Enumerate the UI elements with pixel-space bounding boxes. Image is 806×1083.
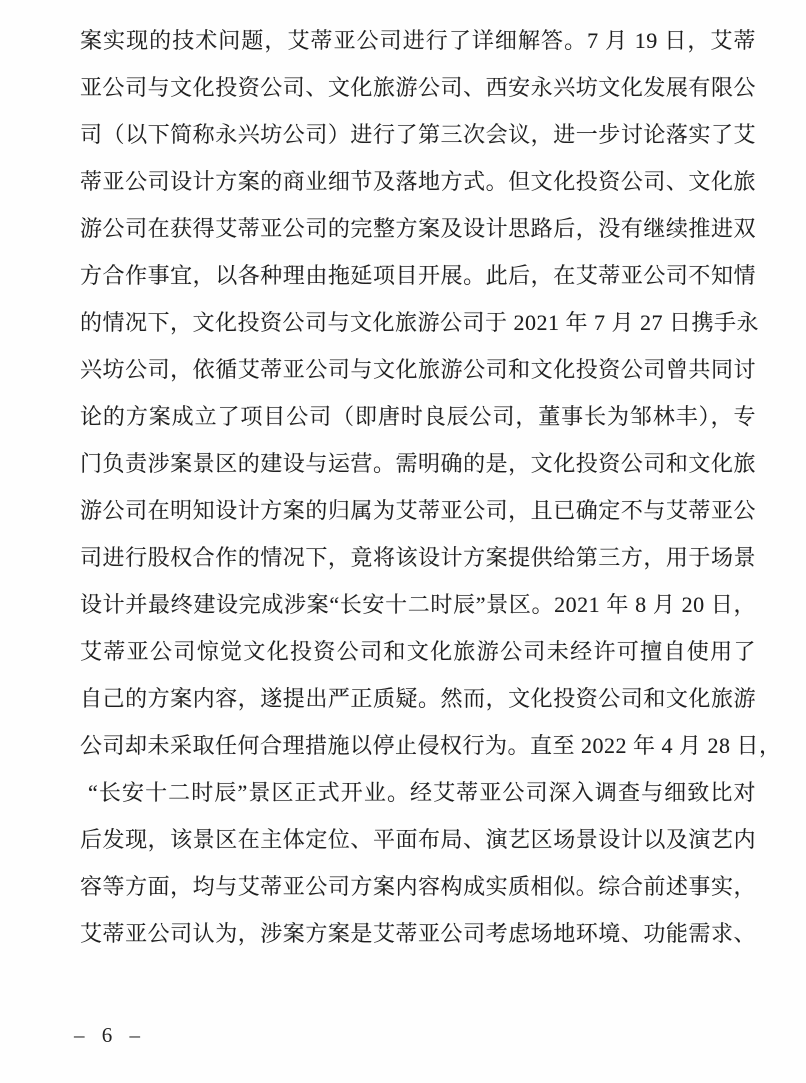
text-line: 蒂亚公司设计方案的商业细节及落地方式。但文化投资公司、文化旅	[80, 169, 756, 194]
text-line: 容等方面，均与艾蒂亚公司方案内容构成实质相似。综合前述事实，	[80, 874, 756, 899]
page-number: – 6 –	[74, 1023, 146, 1047]
text-line: 游公司在明知设计方案的归属为艾蒂亚公司，且已确定不与艾蒂亚公	[80, 498, 756, 523]
text-line: “长安十二时辰”景区正式开业。经艾蒂亚公司深入调查与细致比对	[88, 780, 756, 805]
text-line: 司（以下简称永兴坊公司）进行了第三次会议，进一步讨论落实了艾	[80, 122, 756, 147]
text-line: 案实现的技术问题，艾蒂亚公司进行了详细解答。7 月 19 日，艾蒂	[80, 28, 756, 53]
text-line: 设计并最终建设完成涉案“长安十二时辰”景区。2021 年 8 月 20 日，	[80, 592, 756, 617]
text-line: 自己的方案内容，遂提出严正质疑。然而，文化投资公司和文化旅游	[80, 686, 756, 711]
text-line: 兴坊公司，依循艾蒂亚公司与文化旅游公司和文化投资公司曾共同讨	[80, 357, 756, 382]
text-line: 游公司在获得艾蒂亚公司的完整方案及设计思路后，没有继续推进双	[80, 216, 756, 241]
text-line: 门负责涉案景区的建设与运营。需明确的是，文化投资公司和文化旅	[80, 451, 756, 476]
text-line: 艾蒂亚公司惊觉文化投资公司和文化旅游公司未经许可擅自使用了	[80, 639, 756, 664]
text-line: 亚公司与文化投资公司、文化旅游公司、西安永兴坊文化发展有限公	[80, 75, 756, 100]
text-line: 的情况下，文化投资公司与文化旅游公司于 2021 年 7 月 27 日携手永	[80, 310, 760, 335]
text-line: 艾蒂亚公司认为，涉案方案是艾蒂亚公司考虑场地环境、功能需求、	[80, 921, 756, 946]
text-line: 论的方案成立了项目公司（即唐时良辰公司，董事长为邹林丰），专	[80, 404, 756, 429]
document-body	[80, 17, 782, 957]
text-line: 方合作事宜，以各种理由拖延项目开展。此后，在艾蒂亚公司不知情	[80, 263, 756, 288]
text-line: 司进行股权合作的情况下，竟将该设计方案提供给第三方，用于场景	[80, 545, 756, 570]
text-line: 公司却未采取任何合理措施以停止侵权行为。直至 2022 年 4 月 28 日，	[80, 733, 782, 758]
text-line: 后发现，该景区在主体定位、平面布局、演艺区场景设计以及演艺内	[80, 827, 756, 852]
